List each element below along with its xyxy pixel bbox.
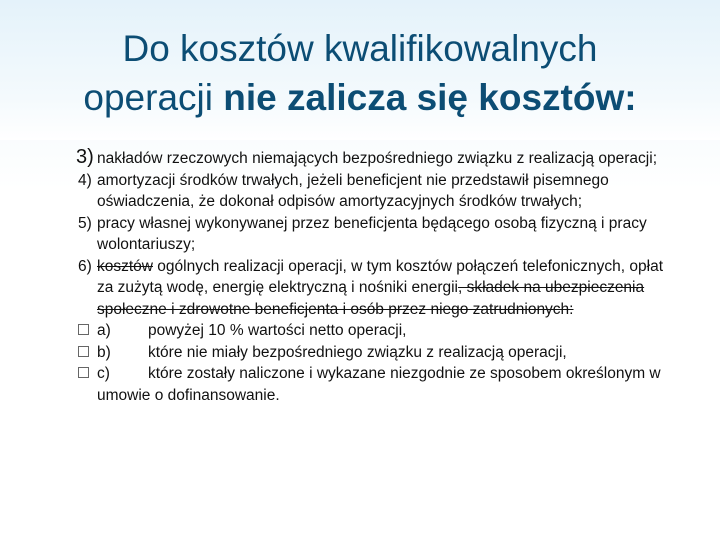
sub-list-item — [78, 342, 678, 364]
list-item — [78, 213, 678, 256]
sub-item-letter: c) — [97, 365, 110, 382]
item-text: amortyzacji środków trwałych, jeżeli beneficjent nie przedstawił pisemnego oświadczenia, że dokonał odpisów amortyzacyjnych środków trwałych; — [97, 171, 609, 210]
sub-item-text: które zostały naliczone i wykazane niezgodnie ze sposobem określonym w umowie o dofinansowanie. — [97, 365, 661, 404]
sub-item-text: które nie miały bezpośredniego związku z realizacją operacji, — [148, 343, 567, 361]
struck-word: kosztów — [97, 257, 153, 275]
square-bullet-icon — [78, 367, 89, 378]
slide-title — [30, 24, 690, 122]
struck-text: , składek na ubezpieczenia społeczne i zdrowotne beneficjenta i osób przez niego zatrudnionych: — [97, 279, 645, 318]
item-text: ogólnych realizacji operacji, w tym kosztów połączeń telefonicznych, opłat za zużytą wodę, energię elektryczną i nośniki energii — [97, 257, 664, 296]
square-bullet-icon — [78, 324, 89, 335]
title-line-2-normal: operacji — [83, 77, 213, 118]
item-number: 4) — [78, 171, 92, 189]
list-item — [78, 256, 678, 321]
title-line-1: Do kosztów kwalifikowalnych — [122, 28, 598, 69]
title-line-2 — [30, 73, 690, 122]
list-item — [78, 148, 678, 170]
content-list — [78, 148, 678, 406]
sub-list-item — [78, 363, 678, 406]
sub-item-text: powyżej 10 % wartości netto operacji, — [148, 322, 407, 339]
sub-list-item — [78, 320, 678, 342]
item-text: nakładów rzeczowych niemających bezpośredniego związku z realizacją operacji; — [97, 150, 657, 167]
item-number: 5) — [78, 214, 92, 232]
square-bullet-icon — [78, 346, 89, 357]
title-line-2-bold: nie zalicza się kosztów: — [223, 77, 637, 118]
item-text: pracy własnej wykonywanej przez beneficjenta będącego osobą fizyczną i pracy wolontariuszy; — [97, 214, 647, 253]
item-number: 3) — [76, 146, 94, 168]
item-number: 6) — [78, 257, 92, 275]
list-item — [78, 170, 678, 213]
sub-item-letter: a) — [97, 322, 111, 339]
sub-item-letter: b) — [97, 343, 111, 361]
